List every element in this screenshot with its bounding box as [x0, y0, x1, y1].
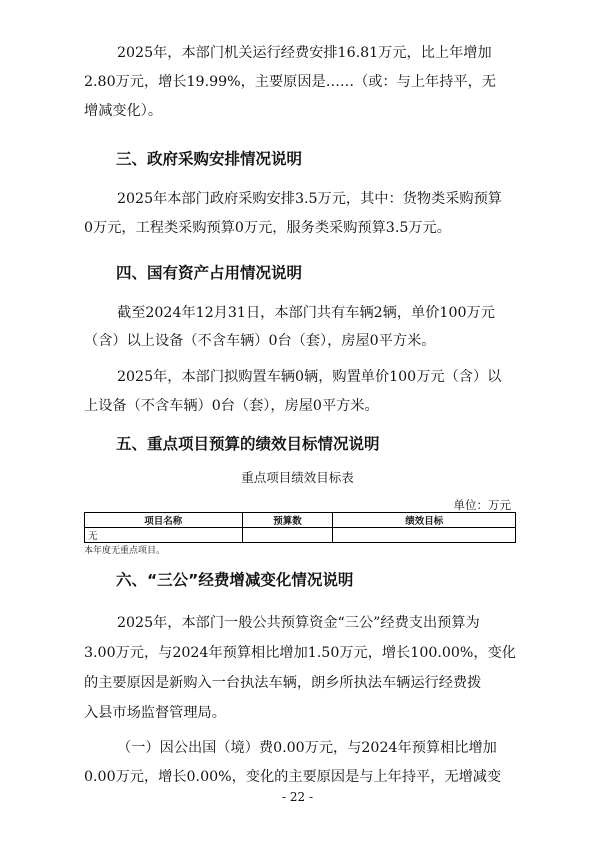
table-unit: 单位：万元	[453, 498, 511, 512]
performance-table	[84, 512, 516, 543]
table-header-row	[85, 513, 516, 528]
section-heading: 五、重点项目预算的绩效目标情况说明	[116, 435, 380, 453]
paragraph-line: 2025年，本部门拟购置车辆0辆，购置单价100万元（含）以	[117, 369, 502, 385]
table-cell: 无	[85, 528, 243, 543]
section-heading: 六、“三公”经费增减变化情况说明	[116, 571, 354, 589]
paragraph-line: （一）因公出国（境）费0.00万元，与2024年预算相比增加	[117, 740, 497, 756]
table-header-cell: 绩效目标	[333, 513, 516, 528]
paragraph-line: 0.00万元，增长0.00%，变化的主要原因是与上年持平，无增减变	[84, 769, 502, 785]
paragraph-line: （含）以上设备（不含车辆）0台（套），房屋0平方米。	[84, 333, 436, 349]
table-cell	[242, 528, 333, 543]
paragraph-line: 入县市场监督管理局。	[84, 705, 226, 721]
paragraph-line: 0万元，工程类采购预算0万元，服务类采购预算3.5万元。	[84, 220, 451, 236]
table-title: 重点项目绩效目标表	[241, 470, 354, 485]
table-header-cell: 项目名称	[85, 513, 243, 528]
paragraph-line: 2025年本部门政府采购安排3.5万元，其中：货物类采购预算	[117, 191, 502, 207]
section-heading: 三、政府采购安排情况说明	[116, 150, 303, 168]
paragraph-line: 的主要原因是新购入一台执法车辆，朗乡所执法车辆运行经费拨	[84, 675, 482, 691]
paragraph-line: 上设备（不含车辆）0台（套），房屋0平方米。	[84, 398, 379, 414]
section-heading: 四、国有资产占用情况说明	[116, 264, 303, 282]
table-cell	[333, 528, 516, 543]
table-header-cell: 预算数	[242, 513, 333, 528]
page-number: - 22 -	[281, 790, 313, 804]
paragraph-line: 2025年，本部门一般公共预算资金“三公”经费支出预算为	[117, 615, 480, 631]
table-row	[85, 528, 516, 543]
paragraph-line: 截至2024年12月31日，本部门共有车辆2辆，单价100万元	[117, 305, 495, 321]
table-note: 本年度无重点项目。	[84, 546, 166, 556]
paragraph-line: 3.00万元，与2024年预算相比增加1.50万元，增长100.00%，变化	[84, 645, 516, 661]
paragraph-line: 2025年，本部门机关运行经费安排16.81万元，比上年增加	[117, 45, 492, 61]
paragraph-line: 2.80万元，增长19.99%，主要原因是……（或：与上年持平，无	[84, 74, 497, 90]
paragraph-line: 增减变化）。	[84, 103, 163, 119]
